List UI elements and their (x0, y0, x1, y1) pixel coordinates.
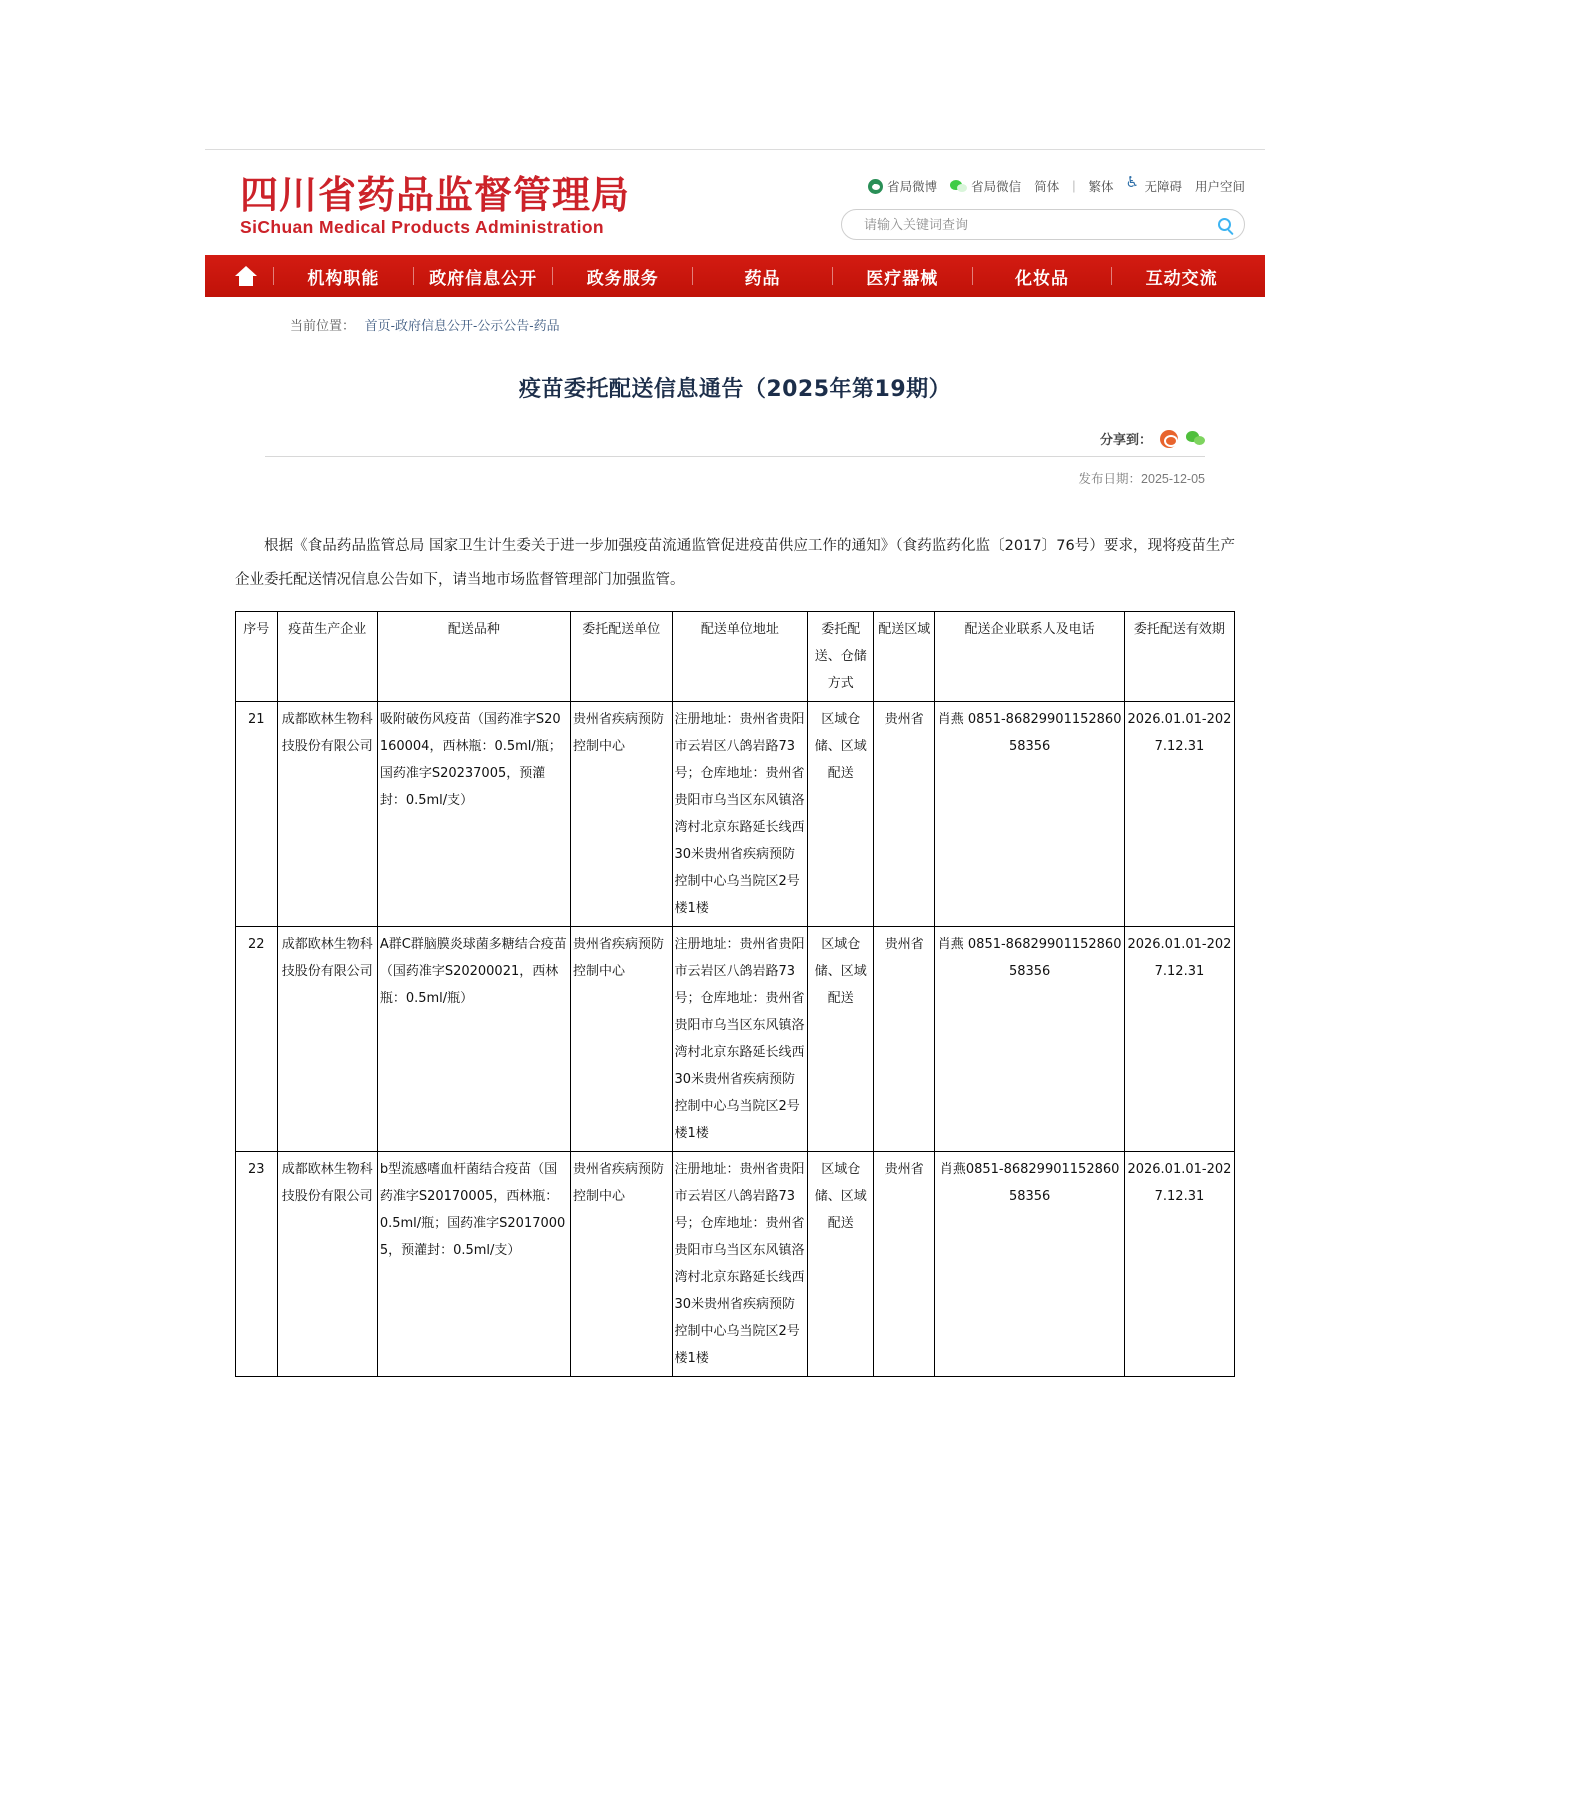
breadcrumb-path[interactable]: 首页-政府信息公开-公示公告-药品 (364, 318, 560, 333)
browser-tab-strip (205, 130, 1265, 150)
wechat-share-icon[interactable] (1186, 431, 1205, 447)
cell-contact: 肖燕 0851-8682990115286058356 (935, 927, 1125, 1152)
page-title: 疫苗委托配送信息通告（2025年第19期） (518, 377, 952, 402)
cell-product: 吸附破伤风疫苗（国药准字S20160004，西林瓶：0.5ml/瓶；国药准字S20237005，预灌封：0.5ml/支） (377, 702, 570, 927)
nav-item-home[interactable] (219, 266, 273, 286)
wechat-icon (950, 180, 967, 193)
cell-validity: 2026.01.01-2027.12.31 (1124, 927, 1234, 1152)
top-link-wechat[interactable] (950, 177, 1021, 195)
language-separator: | (1072, 179, 1076, 193)
top-link-weibo-label: 省局微博 (887, 180, 938, 194)
share-label: 分享到： (1099, 432, 1152, 447)
nav-item-cosmetics[interactable]: 化妆品 (1014, 268, 1069, 289)
nav-item-interaction[interactable]: 互动交流 (1145, 268, 1218, 289)
article-paragraph: 根据《食品药品监管总局 国家卫生计生委关于进一步加强疫苗流通监管促进疫苗供应工作的通知》（食药监药化监〔2017〕76号）要求，现将疫苗生产企业委托配送情况信息公告如下，请当地市场监督管理部门加强监管。 (235, 538, 1235, 588)
cell-address: 注册地址：贵州省贵阳市云岩区八鸽岩路73号；仓库地址：贵州省贵阳市乌当区东风镇洛湾村北京东路延长线西30米贵州省疾病预防控制中心乌当院区2号楼1楼 (672, 1152, 808, 1377)
share-bar (205, 429, 1205, 448)
col-header-contact: 配送企业联系人及电话 (935, 612, 1125, 702)
site-logo[interactable] (240, 173, 630, 237)
col-header-mode: 委托配送、仓储方式 (808, 612, 874, 702)
search-input[interactable] (842, 217, 1204, 232)
cell-manufacturer: 成都欧林生物科技股份有限公司 (277, 702, 377, 927)
accessibility-icon (1126, 179, 1140, 193)
weibo-icon (868, 179, 883, 194)
cell-index: 23 (236, 1152, 278, 1377)
top-link-simplified-label: 简体 (1034, 180, 1060, 194)
cell-mode: 区域仓储、区域配送 (808, 927, 874, 1152)
site-header (205, 151, 1265, 255)
nav-item-gov-info[interactable]: 政府信息公开 (429, 268, 538, 289)
search-button[interactable] (1204, 210, 1244, 239)
top-link-user-space-label: 用户空间 (1194, 180, 1245, 194)
publish-date: 发布日期：2025-12-05 (1078, 472, 1205, 486)
cell-product: b型流感嗜血杆菌结合疫苗（国药准字S20170005，西林瓶：0.5ml/瓶；国药准字S20170005，预灌封：0.5ml/支） (377, 1152, 570, 1377)
breadcrumb (290, 315, 1265, 334)
col-header-area: 配送区域 (874, 612, 935, 702)
cell-unit: 贵州省疾病预防控制中心 (571, 927, 672, 1152)
divider (265, 456, 1205, 457)
weibo-share-icon[interactable] (1160, 430, 1178, 448)
cell-manufacturer: 成都欧林生物科技股份有限公司 (277, 1152, 377, 1377)
top-utility-links (868, 177, 1245, 195)
nav-item-gov-service[interactable]: 政务服务 (586, 268, 659, 289)
nav-item-institution[interactable]: 机构职能 (307, 268, 380, 289)
top-link-weibo[interactable] (868, 177, 937, 195)
cell-validity: 2026.01.01-2027.12.31 (1124, 1152, 1234, 1377)
cell-area: 贵州省 (874, 702, 935, 927)
cell-index: 22 (236, 927, 278, 1152)
nav-item-drugs[interactable]: 药品 (744, 268, 781, 289)
col-header-product: 配送品种 (377, 612, 570, 702)
table-row (236, 702, 1235, 927)
top-link-accessibility[interactable] (1126, 177, 1182, 195)
col-header-validity: 委托配送有效期 (1124, 612, 1234, 702)
top-link-simplified[interactable] (1034, 177, 1059, 195)
top-link-wechat-label: 省局微信 (971, 180, 1022, 194)
cell-contact: 肖燕 0851-8682990115286058356 (935, 702, 1125, 927)
table-header-row (236, 612, 1235, 702)
cell-index: 21 (236, 702, 278, 927)
top-link-traditional[interactable] (1088, 177, 1113, 195)
logo-chinese-text: 四川省药品监督管理局 (240, 173, 631, 217)
site-container (205, 151, 1265, 1377)
col-header-address: 配送单位地址 (672, 612, 808, 702)
cell-contact: 肖燕0851-8682990115286058356 (935, 1152, 1125, 1377)
col-header-index: 序号 (236, 612, 278, 702)
table-row (236, 1152, 1235, 1377)
logo-english-text: SiChuan Medical Products Administration (240, 217, 605, 237)
cell-unit: 贵州省疾病预防控制中心 (571, 1152, 672, 1377)
col-header-unit: 委托配送单位 (571, 612, 672, 702)
cell-area: 贵州省 (874, 927, 935, 1152)
cell-validity: 2026.01.01-2027.12.31 (1124, 702, 1234, 927)
cell-mode: 区域仓储、区域配送 (808, 702, 874, 927)
cell-area: 贵州省 (874, 1152, 935, 1377)
cell-unit: 贵州省疾病预防控制中心 (571, 702, 672, 927)
cell-manufacturer: 成都欧林生物科技股份有限公司 (277, 927, 377, 1152)
cell-address: 注册地址：贵州省贵阳市云岩区八鸽岩路73号；仓库地址：贵州省贵阳市乌当区东风镇洛湾村北京东路延长线西30米贵州省疾病预防控制中心乌当院区2号楼1楼 (672, 927, 808, 1152)
search-icon (1218, 218, 1231, 231)
main-navigation (205, 255, 1265, 297)
cell-mode: 区域仓储、区域配送 (808, 1152, 874, 1377)
browser-chrome (0, 0, 1587, 150)
vaccine-delivery-table (235, 611, 1235, 1377)
nav-item-medical-devices[interactable]: 医疗器械 (866, 268, 939, 289)
page-content (205, 315, 1265, 1377)
breadcrumb-label: 当前位置： (290, 318, 356, 333)
cell-address: 注册地址：贵州省贵阳市云岩区八鸽岩路73号；仓库地址：贵州省贵阳市乌当区东风镇洛湾村北京东路延长线西30米贵州省疾病预防控制中心乌当院区2号楼1楼 (672, 702, 808, 927)
home-icon (235, 266, 257, 286)
top-link-user-space[interactable] (1195, 177, 1245, 195)
col-header-manufacturer: 疫苗生产企业 (277, 612, 377, 702)
search-box[interactable] (841, 209, 1245, 240)
cell-product: A群C群脑膜炎球菌多糖结合疫苗（国药准字S20200021，西林瓶：0.5ml/瓶） (377, 927, 570, 1152)
table-row (236, 927, 1235, 1152)
top-link-accessibility-label: 无障碍 (1144, 180, 1182, 194)
top-link-traditional-label: 繁体 (1088, 180, 1114, 194)
